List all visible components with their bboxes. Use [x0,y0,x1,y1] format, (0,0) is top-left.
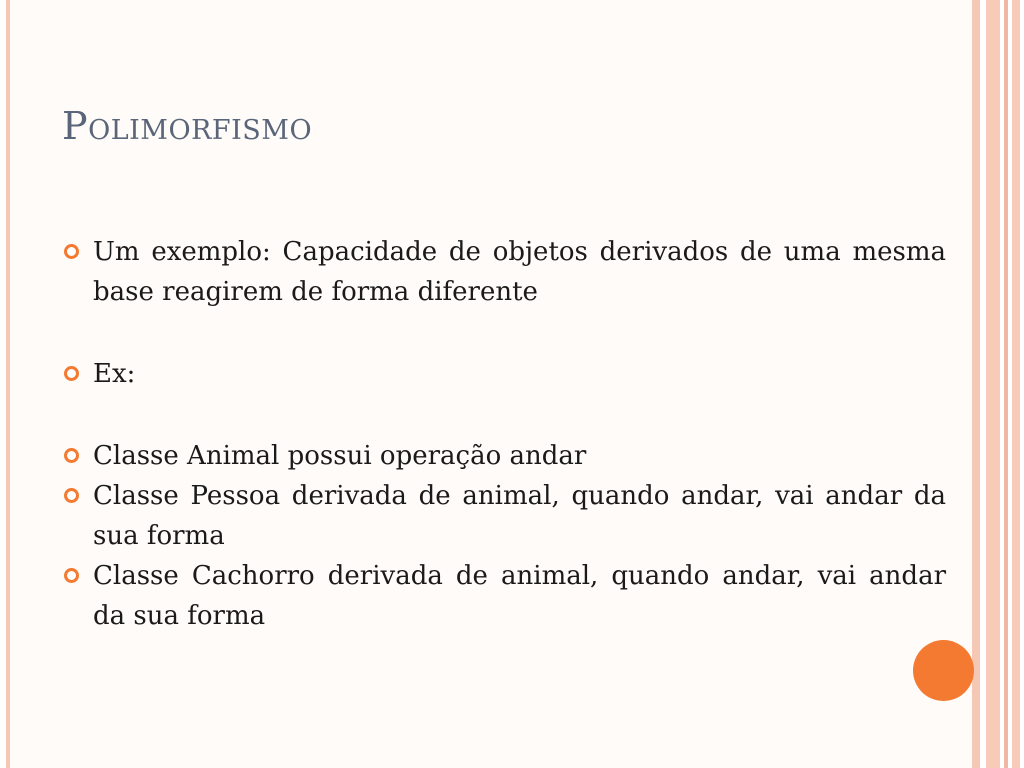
bullet-item [62,354,946,394]
bullet-text: Ex: [93,359,136,389]
bullet-text: Um exemplo: Capacidade de objetos derivados de uma mesma base reagirem de forma diferente [93,237,946,307]
stripe [1012,0,1020,768]
bullet-item [62,436,946,476]
bullet-icon [64,448,79,463]
bullet-text: Classe Pessoa derivada de animal, quando andar, vai andar da sua forma [93,481,946,551]
bullet-icon [64,568,79,583]
bullet-text: Classe Cachorro derivada de animal, quando andar, vai andar da sua forma [93,561,946,631]
slide-title: Polimorfismo [62,104,313,148]
bullet-icon [64,244,79,259]
bullet-list [62,232,946,636]
bullet-item [62,556,946,636]
bullet-item [62,232,946,312]
decorative-orange-circle [913,640,974,701]
decorative-stripes [976,0,1024,768]
stripe [986,0,1000,768]
bullet-text: Classe Animal possui operação andar [93,441,587,471]
bullet-item [62,476,946,556]
stripe [1004,0,1008,768]
bullet-icon [64,488,79,503]
stripe [976,0,980,768]
bullet-icon [64,366,79,381]
